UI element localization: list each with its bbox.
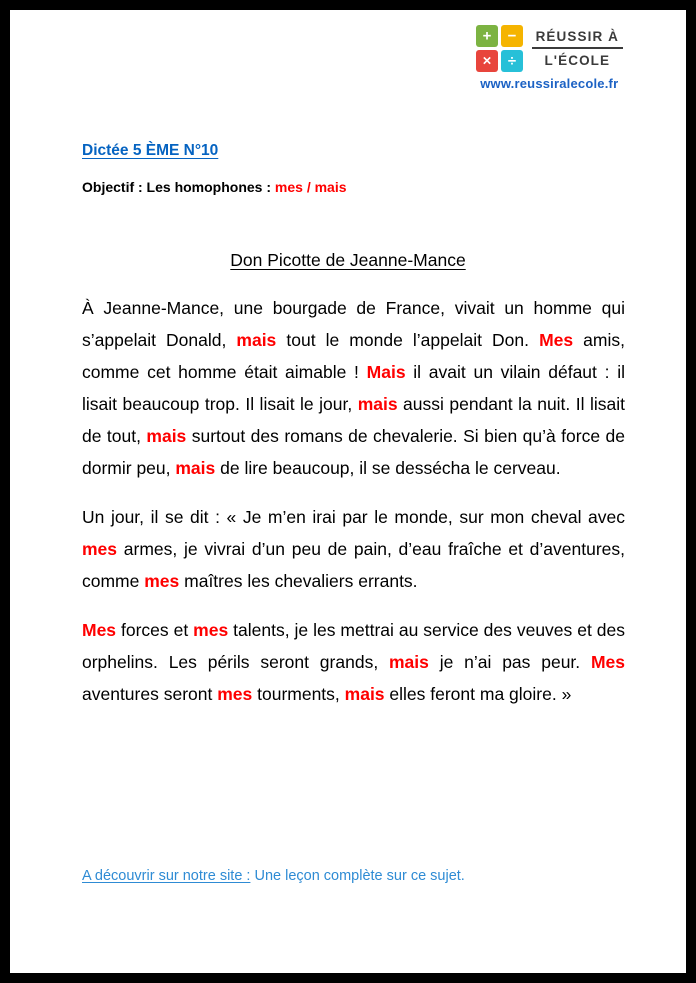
homophone-highlight: mes [193, 620, 229, 640]
footer-note [82, 868, 465, 884]
text-run: de lire beaucoup, il se dessécha le cerveau. [215, 458, 561, 478]
homophone-highlight: mes [144, 571, 180, 591]
svg-text:÷: ÷ [507, 52, 516, 70]
logo-line-1: RÉUSSIR À [532, 29, 623, 49]
logo-website-url: www.reussiralecole.fr [480, 76, 619, 91]
text-run: je n’ai pas peur. [428, 652, 591, 672]
text-run: amis, comme cet homme était aimable ! [82, 330, 625, 382]
site-logo [476, 25, 623, 91]
homophone-highlight: Mes [590, 652, 626, 672]
text-run: armes, je vivrai d’un peu de pain, d’eau fraîche et d’aventures, comme [82, 539, 625, 591]
svg-text:+: + [482, 27, 491, 45]
paragraph-3 [82, 614, 625, 710]
dictation-body [82, 292, 625, 710]
footer-link[interactable]: A découvrir sur notre site : [82, 868, 251, 884]
homophone-highlight: mes [217, 684, 253, 704]
text-run: maîtres les chevaliers errants. [179, 571, 418, 591]
times-icon [476, 50, 498, 72]
logo-operator-squares [476, 25, 523, 72]
svg-text:×: × [482, 52, 491, 70]
text-run: surtout des romans de chevalerie. Si bien qu’à force de dormir peu, [82, 426, 625, 478]
objective-label: Objectif : Les homophones : [82, 179, 275, 195]
homophone-highlight: mais [236, 330, 277, 350]
paragraph-1 [82, 292, 625, 484]
text-run: tout le monde l’appelait Don. [276, 330, 540, 350]
homophone-highlight: Mes [82, 620, 117, 640]
text-run: À Jeanne-Mance, une bourgade de France, vivait un homme qui s’appelait Donald, [82, 298, 625, 350]
homophone-highlight: Mes [539, 330, 574, 350]
text-run: aventures seront [82, 684, 218, 704]
logo-line-2: L'ÉCOLE [544, 53, 611, 68]
plus-icon [476, 25, 498, 47]
text-run: tourments, [252, 684, 345, 704]
text-run: aussi pendant la nuit. Il lisait de tout, [82, 394, 625, 446]
homophone-highlight: mes [82, 539, 118, 559]
minus-icon [501, 25, 523, 47]
text-run: elles feront ma gloire. » [384, 684, 572, 704]
text-run: Un jour, il se dit : « Je m’en irai par le monde, sur mon cheval avec [82, 507, 625, 527]
story-title-text: Don Picotte de Jeanne-Mance [230, 250, 466, 270]
logo-wordmark [532, 29, 623, 68]
objective-line [82, 179, 347, 195]
text-run: talents, je les mettrai au service des veuves et des orphelins. Les périls seront grands, [82, 620, 626, 672]
divide-icon [501, 50, 523, 72]
logo-row [476, 25, 623, 72]
objective-highlight: mes / mais [274, 179, 347, 195]
footer-rest: Une leçon complète sur ce sujet. [250, 868, 465, 884]
homophone-highlight: mais [344, 684, 385, 704]
homophone-highlight: mais [175, 458, 216, 478]
text-run: il avait un vilain défaut : il lisait beaucoup trop. Il lisait le jour, [82, 362, 625, 414]
svg-text:−: − [507, 27, 516, 45]
document-page [10, 10, 686, 973]
homophone-highlight: Mais [366, 362, 406, 382]
homophone-highlight: mais [357, 394, 398, 414]
homophone-highlight: mais [146, 426, 187, 446]
story-title [10, 250, 686, 271]
homophone-highlight: mais [389, 652, 429, 672]
text-run: forces et [116, 620, 194, 640]
paragraph-2 [82, 501, 625, 597]
page-title: Dictée 5 ÈME N°10 [82, 142, 219, 159]
